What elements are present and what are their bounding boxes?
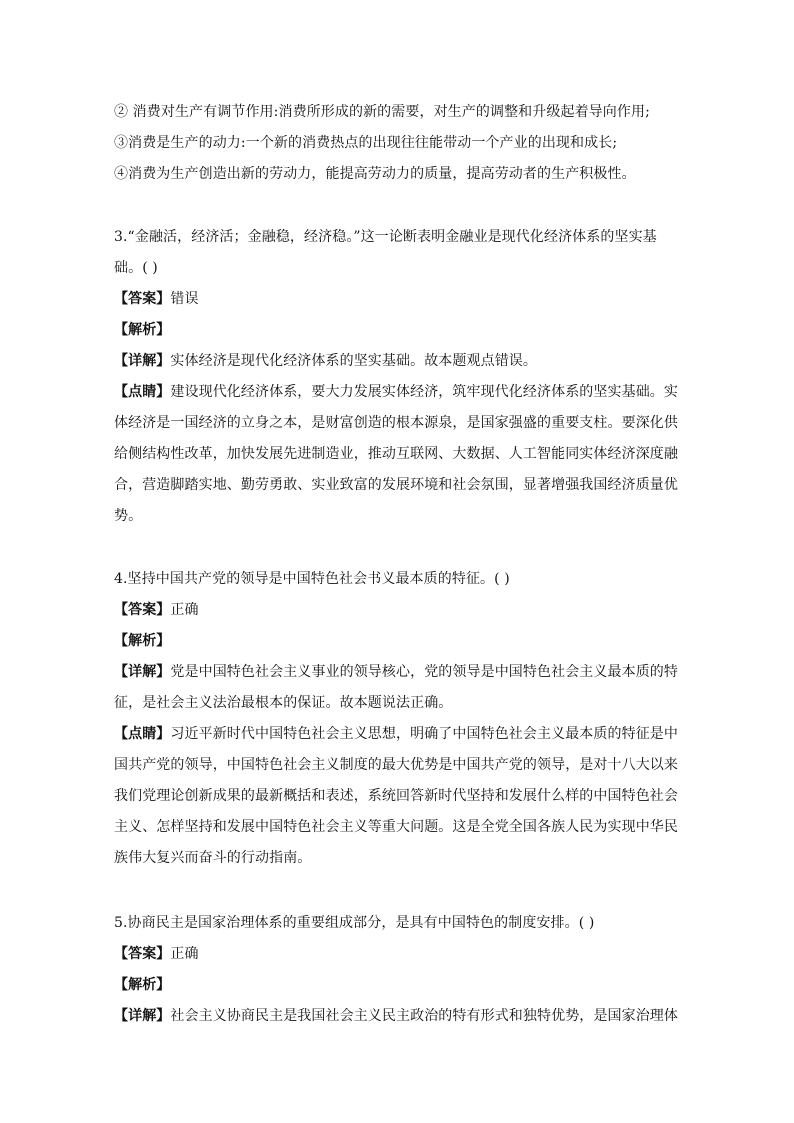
detail-text: 实体经济是现代化经济体系的坚实基础。故本题观点错误。 — [170, 353, 538, 369]
detail-text: 党是中国特色社会主义事业的领导核心，党的领导是中国特色社会主义最本质的特征，是社会主义法治最根本的保证。故本题说法正确。 — [114, 664, 679, 711]
intro-item-2: ② 消费对生产有调节作用:消费所形成的新的需要，对生产的调整和升级起着导向作用; — [114, 104, 650, 120]
question-text: 4.坚持中国共产党的领导是中国特色社会书义最本质的特征。( ) — [114, 571, 510, 587]
analysis-label — [114, 970, 684, 1001]
comment-row — [114, 377, 684, 532]
comment-text: 建设现代化经济体系，要大力发展实体经济，筑牢现代化经济体系的坚实基础。实体经济是一国经济的立身之本，是财富创造的根本源泉，是国家强盛的重要支柱。要深化供给侧结构性改革，加快发展先进制造业，推动互联网、大数据、人工智能同实体经济深度融合，营造脚踏实地、勤劳勇敢、实业致富的发展环境和社会氛围，显著增强我国经济质量优势。 — [114, 384, 679, 524]
intro-list — [114, 97, 684, 190]
question-text-continued: 础。( ) — [114, 260, 158, 276]
question-text: 5.协商民主是国家治理体系的重要组成部分，是具有中国特色的制度安排。( ) — [114, 915, 595, 931]
detail-label: 【详解】 — [114, 353, 171, 369]
detail-label: 【详解】 — [114, 1008, 171, 1024]
answer-label: 【答案】 — [114, 602, 171, 618]
answer-value: 错误 — [170, 291, 199, 307]
comment-label: 【点睛】 — [114, 726, 171, 742]
comment-text: 习近平新时代中国特色社会主义思想，明确了中国特色社会主义最本质的特征是中国共产党的领导，中国特色社会主义制度的最大优势是中国共产党的领导，是对十八大以来我们党理论创新成果的最新概括和表述，系统回答新时代坚持和发展什么样的中国特色社会主义、怎样坚持和发展中国特色社会主义等重大问题。这是全党全国各族人民为实现中华民族伟大复兴而奋斗的行动指南。 — [114, 726, 679, 866]
answer-value: 正确 — [170, 602, 199, 618]
analysis-label-text: 【解析】 — [114, 977, 171, 993]
detail-text: 社会主义协商民主是我国社会主义民主政治的特有形式和独特优势，是国家治理体 — [170, 1008, 679, 1024]
comment-row — [114, 719, 684, 874]
answer-value: 正确 — [170, 946, 199, 962]
analysis-label — [114, 626, 684, 657]
analysis-label — [114, 315, 684, 346]
detail-row — [114, 346, 684, 377]
question-5 — [114, 908, 684, 1032]
answer-row — [114, 284, 684, 315]
answer-label: 【答案】 — [114, 291, 171, 307]
question-4 — [114, 564, 684, 874]
comment-label: 【点睛】 — [114, 384, 171, 400]
detail-label: 【详解】 — [114, 664, 171, 680]
question-text: 3.“金融活，经济活；金融稳，经济稳。”这一论断表明金融业是现代化经济体系的坚实基 — [114, 229, 657, 245]
question-3 — [114, 222, 684, 532]
detail-row — [114, 1001, 684, 1032]
intro-item-4: ④消费为生产创造出新的劳动力，能提高劳动力的质量，提高劳动者的生产积极性。 — [114, 166, 636, 182]
answer-row — [114, 595, 684, 626]
analysis-label-text: 【解析】 — [114, 322, 171, 338]
detail-row — [114, 657, 684, 719]
answer-row — [114, 939, 684, 970]
answer-label: 【答案】 — [114, 946, 171, 962]
intro-item-3: ③消费是生产的动力:一个新的消费热点的出现往往能带动一个产业的出现和成长; — [114, 135, 618, 151]
analysis-label-text: 【解析】 — [114, 633, 171, 649]
